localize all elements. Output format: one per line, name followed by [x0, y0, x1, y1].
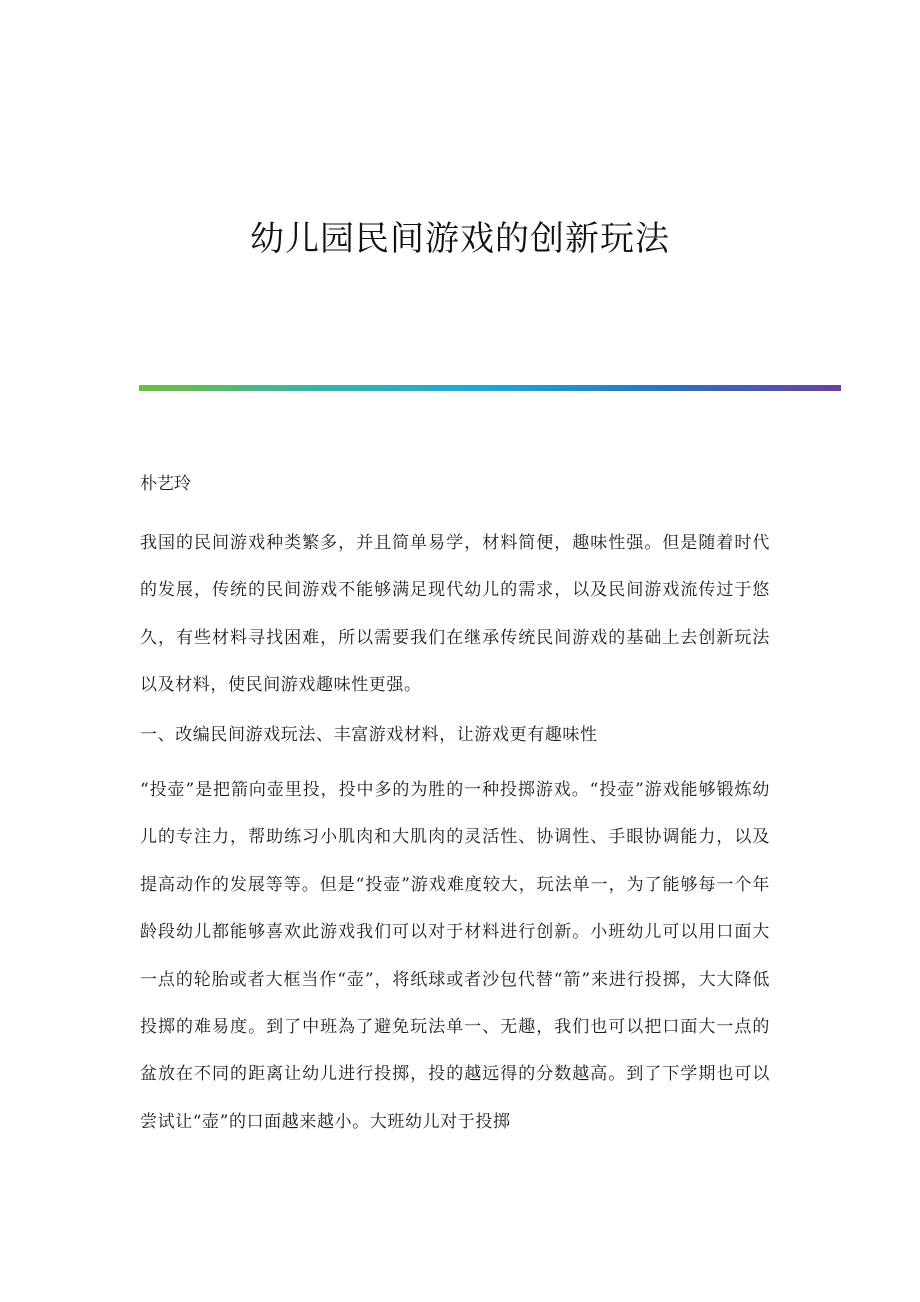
section-heading: 一、改编民间游戏玩法、丰富游戏材料，让游戏更有趣味性 [140, 724, 598, 745]
intro-paragraph: 我国的民间游戏种类繁多，并且简单易学，材料简便，趣味性强。但是随着时代的发展，传统的民间游戏不能够满足现代幼儿的需求，以及民间游戏流传过于悠久，有些材料寻找困难，所以需要我们在继承传统民间游戏的基础上去创新玩法以及材料，使民间游戏趣味性更强。 [140, 533, 770, 696]
section-paragraph: “投壶”是把箭向壶里投，投中多的为胜的一种投掷游戏。“投壶”游戏能够锻炼幼儿的专注力，帮助练习小肌肉和大肌肉的灵活性、协调性、手眼协调能力，以及提高动作的发展等等。但是“投壶”游戏难度较大，玩法单一，为了能够每一个年龄段幼儿都能够喜欢此游戏我们可以对于材料进行创新。小班幼儿可以用口面大一点的轮胎或者大框当作“壶”，将纸球或者沙包代替“箭”来进行投掷，大大降低投掷的难易度。到了中班為了避免玩法单一、无趣，我们也可以把口面大一点的盆放在不同的距离让幼儿进行投掷，投的越远得的分数越高。到了下学期也可以尝试让“壶”的口面越来越小。大班幼儿对于投掷 [140, 780, 770, 1132]
title-divider [139, 385, 841, 391]
document-title: 幼儿园民间游戏的创新玩法 [250, 219, 670, 259]
document-body [140, 466, 770, 1148]
author-name: 朴艺玲 [140, 474, 191, 494]
